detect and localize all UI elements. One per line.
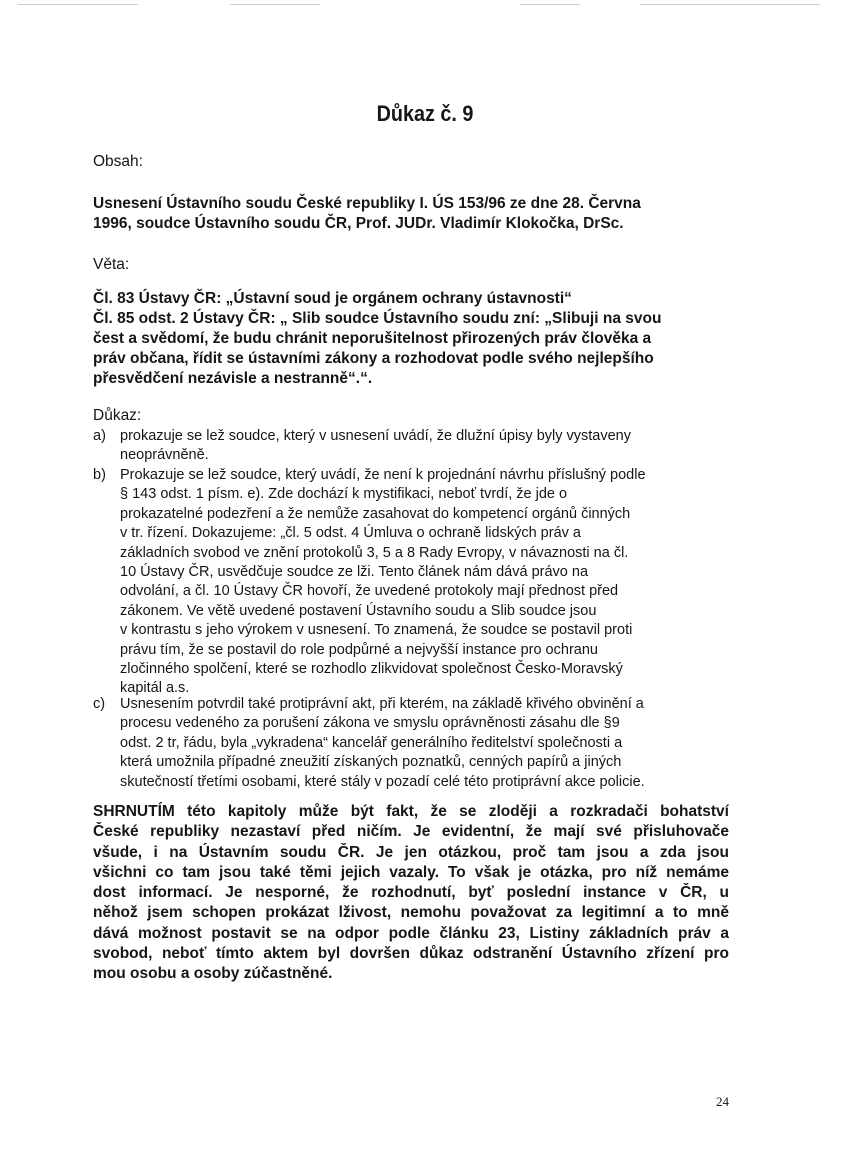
proof-line: procesu vedeného za porušení zákona ve smyslu oprávněnosti zásahu dle §9 — [120, 715, 620, 732]
sentence-line: práv občana, řídit se ústavními zákony a rozhodovat podle svého nejlepšího — [93, 350, 654, 367]
content-line: Usnesení Ústavního soudu České republiky I. ÚS 153/96 ze dne 28. Června — [93, 195, 641, 212]
proof-line: kapitál a.s. — [120, 680, 190, 697]
sentence-line: Čl. 85 odst. 2 Ústavy ČR: „ Slib soudce Ústavního soudu zní: „Slibuji na svou — [93, 310, 662, 327]
list-marker: b) — [93, 467, 106, 483]
list-marker: c) — [93, 696, 106, 712]
proof-line: skutečností třetími osobami, které stály v pozadí celé této protiprávní akce policie. — [120, 773, 645, 790]
proof-line: prokazatelné podezření a že nemůže zasahovat do kompetencí orgánů činných — [120, 505, 631, 522]
proof-line: zákonem. Ve větě uvedené postavení Ústavního soudu a Slib soudce jsou — [120, 602, 597, 619]
summary-line: dost informací. Je nesporné, že rozhodnutí, byť poslední instance v ČR, u — [93, 884, 729, 902]
proof-item-a — [93, 427, 733, 467]
summary-line: SHRNUTÍM této kapitoly může být fakt, že se zloději a rozkradači bohatství — [93, 803, 729, 820]
proof-line: neoprávněně. — [120, 447, 209, 464]
content-line: 1996, soudce Ústavního soudu ČR, Prof. JUDr. Vladimír Klokočka, DrSc. — [93, 215, 624, 232]
sentence-line: Čl. 83 Ústavy ČR: „Ústavní soud je orgánem ochrany ústavnosti“ — [93, 290, 572, 307]
summary-paragraph — [93, 802, 729, 985]
proof-item-b — [93, 466, 733, 700]
proof-line: § 143 odst. 1 písm. e). Zde dochází k mystifikaci, neboť tvrdí, že jde o — [120, 486, 568, 503]
proof-label: Důkaz: — [93, 407, 142, 424]
proof-line: základních svobod ve znění protokolů 3, 5 a 8 Rady Evropy, v návaznosti na čl. — [120, 544, 629, 561]
proof-line: 10 Ústavy ČR, usvědčuje soudce ze lži. Tento článek nám dává právo na — [120, 564, 589, 581]
sentence-label: Věta: — [93, 256, 130, 273]
proof-item-c — [93, 695, 733, 795]
proof-line: Usnesením potvrdil také protiprávní akt, při kterém, na základě křivého obvinění a — [120, 696, 644, 712]
proof-line: prokazuje se lež soudce, který v usnesení uvádí, že dlužní úpisy byly vystaveny — [120, 428, 631, 444]
summary-line: všude, i na Ústavním soudu ČR. Je jen otázkou, proč tam jsou a zda jsou — [93, 843, 729, 861]
content-text — [93, 194, 641, 234]
page-number: 24 — [716, 1094, 729, 1109]
proof-line: v kontrastu s jeho výrokem v usnesení. To znamená, že soudce se postavil proti — [120, 622, 633, 639]
list-marker: a) — [93, 428, 106, 444]
summary-line: dává možnost postavit se na odpor podle článku 23, Listiny základních práv a — [93, 924, 729, 942]
summary-line: něhož jsem schopen prokázat lživost, nemohu považovat za legitimní a to mně — [93, 904, 729, 922]
content-label: Obsah: — [93, 153, 143, 170]
proof-line: Prokazuje se lež soudce, který uvádí, že není k projednání návrhu příslušný podle — [120, 467, 646, 483]
proof-line: která umožnila případné zneužití získaných poznatků, cenných papírů a jiných — [120, 754, 622, 771]
sentence-line: čest a svědomí, že budu chránit neporušitelnost přirozených práv člověka a — [93, 330, 652, 347]
proof-line: právu tím, že se postavil do role podpůrné a nejvyšší instance pro ochranu — [120, 641, 598, 658]
summary-line: mou osobu a osoby zúčastněné. — [93, 965, 333, 983]
summary-line: České republiky nezastaví před ničím. Je evidentní, že mají své přisluhovače — [93, 823, 729, 841]
summary-line: všichni co tam jsou také těmi jejich vazaly. To však je otázka, pro níž nemáme — [93, 863, 729, 881]
sentence-line: přesvědčení nezávisle a nestranně“.“. — [93, 370, 373, 387]
sentence-text — [93, 289, 661, 389]
proof-line: odvolání, a čl. 10 Ústavy ČR hovoří, že uvedené protokoly mají přednost před — [120, 583, 619, 600]
page-title: Důkaz č. 9 — [376, 101, 474, 126]
proof-line: zločinného spolčení, které se rozhodlo zlikvidovat společnost Česko-Moravský — [120, 661, 623, 678]
summary-line: svobod, neboť tímto aktem byl dovršen důkaz odstranění Ústavního zřízení pro — [93, 945, 729, 963]
proof-line: odst. 2 tr, řádu, byla „vykradena“ kancelář generálního ředitelství společnosti a — [120, 734, 623, 751]
proof-line: v tr. řízení. Dokazujeme: „čl. 5 odst. 4 Úmluva o ochraně lidských práv a — [120, 525, 581, 542]
